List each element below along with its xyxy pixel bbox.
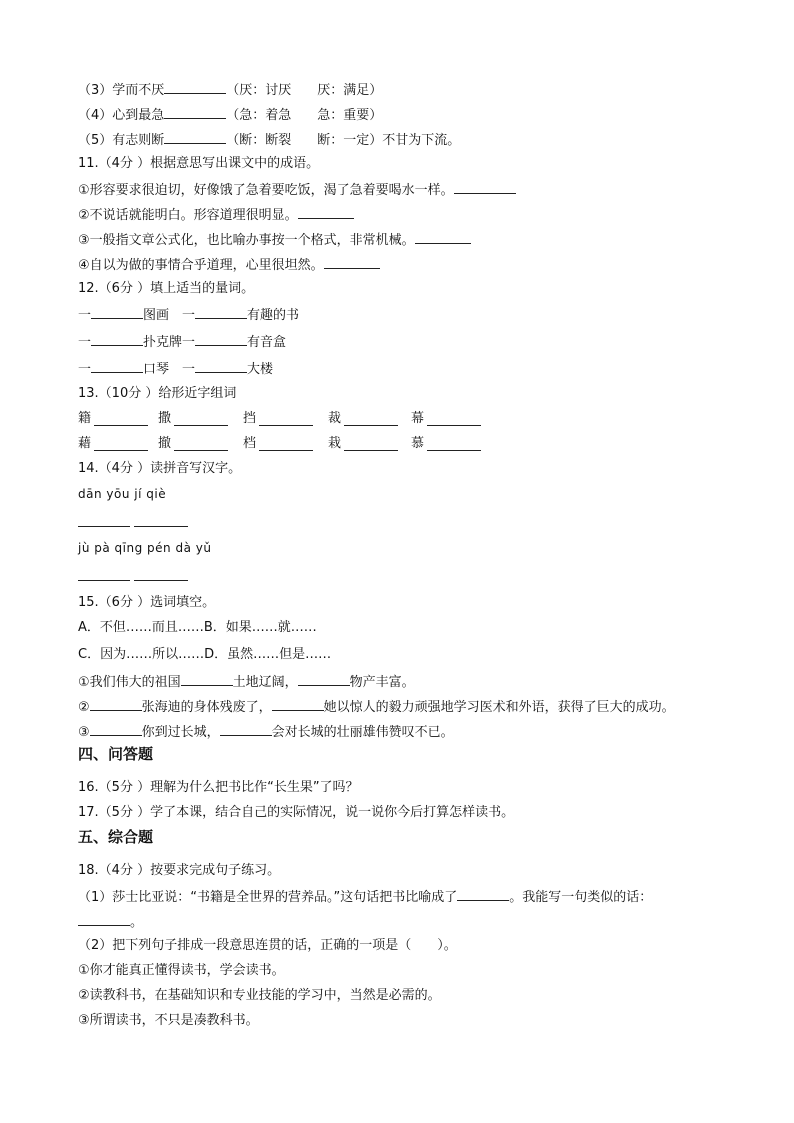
q12-title: 12.（6分 ）填上适当的量词。 xyxy=(78,281,255,296)
answer-blank[interactable] xyxy=(259,450,313,451)
q11-item-4: ④自以为做的事情合乎道理，心里很坦然。 xyxy=(78,256,380,274)
answer-blank[interactable] xyxy=(91,333,143,346)
section-heading: 五、综合题 xyxy=(78,828,154,846)
answer-blank[interactable] xyxy=(134,580,188,581)
similar-char: 撤 xyxy=(158,436,172,451)
q18-sentence-2: ②读教科书，在基础知识和专业技能的学习中，当然是必需的。 xyxy=(78,988,441,1003)
answer-blank[interactable] xyxy=(91,306,143,319)
answer-blank[interactable] xyxy=(90,698,142,711)
q11-item-3: ③一般指文章公式化，也比喻办事按一个格式，非常机械。 xyxy=(78,231,471,249)
answer-blank[interactable] xyxy=(259,425,313,426)
answer-blank[interactable] xyxy=(272,698,324,711)
q11-title: 11.（4分 ）根据意思写出课文中的成语。 xyxy=(78,156,320,171)
answer-blank[interactable] xyxy=(164,106,226,119)
answer-blank[interactable] xyxy=(298,206,354,219)
similar-char: 藉 xyxy=(78,436,92,451)
similar-char: 慕 xyxy=(411,436,425,451)
q18-sentence-1: ①你才能真正懂得读书，学会读书。 xyxy=(78,963,285,978)
similar-char: 裁 xyxy=(328,411,342,426)
q12-row-2: 一 扑克牌一 有音盒 xyxy=(78,335,287,350)
similar-char: 栽 xyxy=(328,436,342,451)
q10-item-3: （3）学而不厌 （厌：讨厌 厌：满足） xyxy=(78,83,383,98)
similar-char: 撒 xyxy=(158,411,172,426)
q11-item-2: ②不说话就能明白。形容道理很明显。 xyxy=(78,206,354,224)
pinyin-line-1: dān yōu jí qiè xyxy=(78,487,167,501)
section-heading: 四、问答题 xyxy=(78,745,154,763)
answer-blank[interactable] xyxy=(324,256,380,269)
q12-row-3: 一 口琴 一 大楼 xyxy=(78,362,274,377)
answer-blank[interactable] xyxy=(344,450,398,451)
q15-item-2: ② 张海迪的身体残废了， 她以惊人的毅力顽强地学习医术和外语，获得了巨大的成功。 xyxy=(78,700,675,715)
similar-char: 档 xyxy=(243,436,257,451)
answer-blank[interactable] xyxy=(298,673,350,686)
q10-item-5: （5）有志则断 （断：断裂 断：一定）不甘为下流。 xyxy=(78,133,461,148)
similar-char: 幕 xyxy=(411,411,425,426)
q15-options-ab: A．不但……而且……B．如果……就…… xyxy=(78,620,317,635)
answer-blank[interactable] xyxy=(174,425,228,426)
answer-blank[interactable] xyxy=(427,450,481,451)
answer-blank[interactable] xyxy=(181,673,233,686)
q15-options-cd: C．因为……所以……D．虽然……但是…… xyxy=(78,647,332,662)
answer-blank[interactable] xyxy=(78,580,130,581)
q16: 16.（5分 ）理解为什么把书比作“长生果”了吗？ xyxy=(78,780,359,795)
q14-title: 14.（4分 ）读拼音写汉字。 xyxy=(78,461,242,476)
answer-blank[interactable] xyxy=(164,81,226,94)
answer-blank[interactable] xyxy=(195,306,247,319)
answer-blank[interactable] xyxy=(454,181,516,194)
similar-char: 挡 xyxy=(243,411,257,426)
q10-item-4: （4）心到最急 （急：着急 急：重要） xyxy=(78,108,383,123)
pinyin-line-2: jù pà qīng pén dà yǔ xyxy=(78,541,212,555)
answer-blank[interactable] xyxy=(78,526,130,527)
answer-blank[interactable] xyxy=(195,333,247,346)
answer-blank[interactable] xyxy=(90,723,142,736)
q18-item-1-cont: 。 xyxy=(78,913,143,931)
q15-item-3: ③ 你到过长城， 会对长城的壮丽雄伟赞叹不已。 xyxy=(78,725,454,740)
q12-row-1: 一 图画 一 有趣的书 xyxy=(78,308,300,323)
answer-blank[interactable] xyxy=(457,888,509,901)
q18-item-2: （2）把下列句子排成一段意思连贯的话，正确的一项是（ ）。 xyxy=(78,938,457,953)
answer-blank[interactable] xyxy=(94,425,148,426)
answer-blank[interactable] xyxy=(94,450,148,451)
answer-blank[interactable] xyxy=(91,360,143,373)
q11-item-1: ①形容要求很迫切，好像饿了急着要吃饭，渴了急着要喝水一样。 xyxy=(78,181,516,199)
q17: 17.（5分 ）学了本课，结合自己的实际情况，说一说你今后打算怎样读书。 xyxy=(78,805,515,820)
q15-title: 15.（6分 ）选词填空。 xyxy=(78,595,216,610)
answer-blank[interactable] xyxy=(195,360,247,373)
answer-blank[interactable] xyxy=(164,131,226,144)
answer-blank[interactable] xyxy=(427,425,481,426)
q15-item-1: ①我们伟大的祖国 土地辽阔， 物产丰富。 xyxy=(78,675,415,690)
q18-sentence-3: ③所谓读书，不只是凑教科书。 xyxy=(78,1013,259,1028)
answer-blank[interactable] xyxy=(220,723,272,736)
q18-item-1: （1）莎士比亚说：“书籍是全世界的营养品。”这句话把书比喻成了 。我能写一句类似的话： xyxy=(78,890,653,905)
answer-blank[interactable] xyxy=(344,425,398,426)
answer-blank[interactable] xyxy=(134,526,188,527)
similar-char: 籍 xyxy=(78,411,92,426)
answer-blank[interactable] xyxy=(415,231,471,244)
q18-title: 18.（4分 ）按要求完成句子练习。 xyxy=(78,863,281,878)
answer-blank[interactable] xyxy=(174,450,228,451)
q13-title: 13.（10分 ）给形近字组词 xyxy=(78,386,237,401)
answer-blank[interactable] xyxy=(78,913,130,926)
